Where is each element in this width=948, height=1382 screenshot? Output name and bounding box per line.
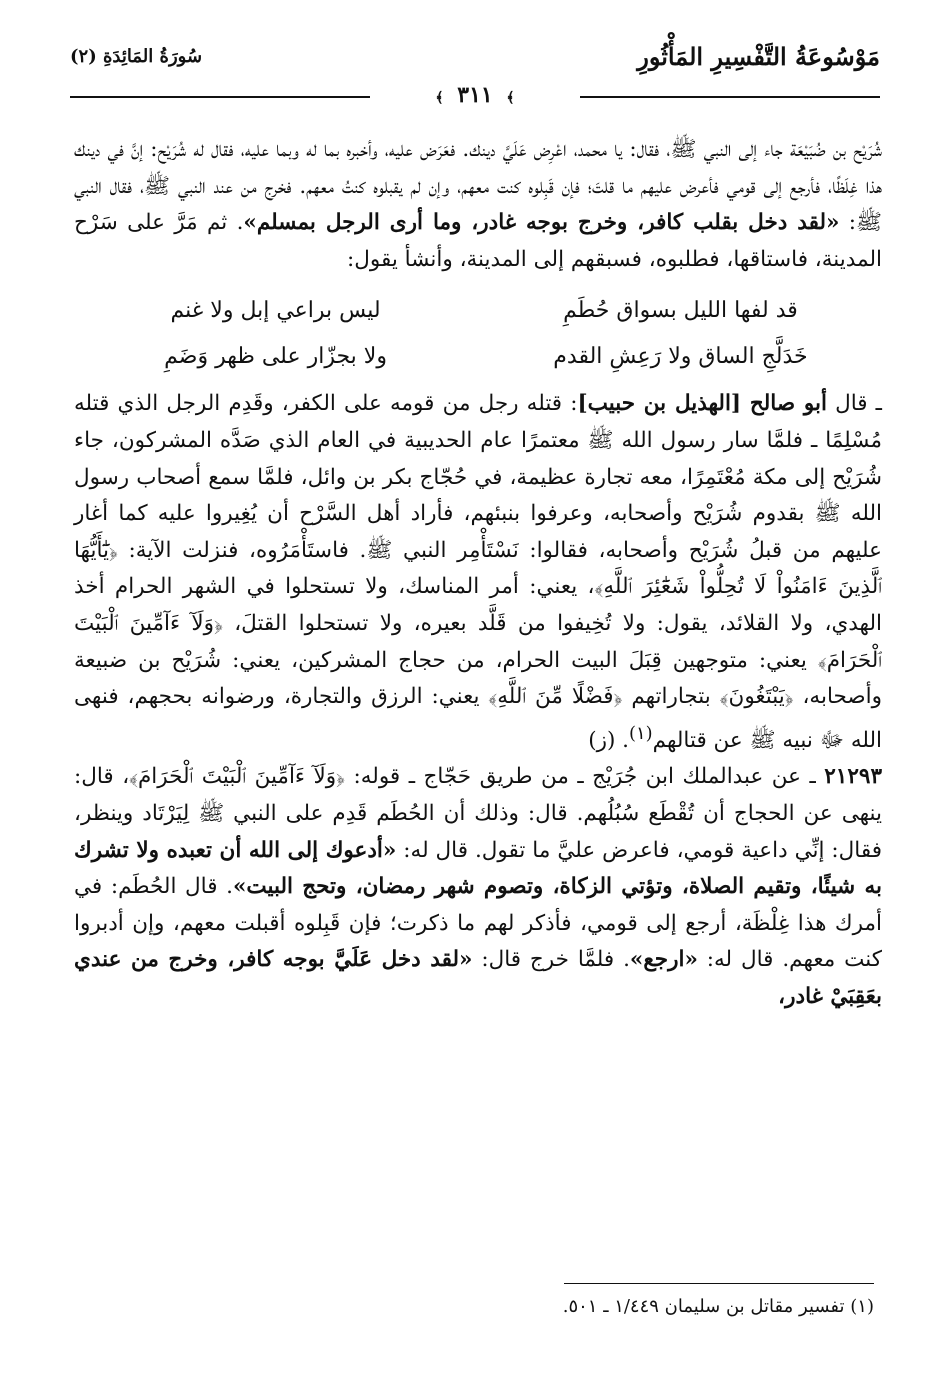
hadith-quote: «أدعوك إلى الله أن تعبده ولا تشرك به شيئًا، وتقيم الصلاة، وتؤتي الزكاة، وتصوم شهر رمضان، وتحج البيت» [74, 837, 882, 900]
hadith-quote: «لقد دخل بقلب كافر، وخرج بوجه غادر، وما أرى الرجل بمسلم» [243, 210, 840, 236]
text-run: . قال الحُطَم: في أمرك هذا غِلْظَة، أرجع إلى قومي، فأذكر لهم ما ذكرت؛ فإن قَبِلوه أقبلت معهم، وإن أدبروا كنت معهم. قال له: [74, 874, 882, 973]
poem-hemistich: ليس براعي إبل ولا غنم [170, 298, 381, 324]
text-run: ـ قال [826, 391, 882, 417]
paragraph [74, 132, 882, 278]
main-text [74, 132, 882, 1016]
poem-hemistich: ولا بجزّار على ظهر وَضَمِ [164, 344, 387, 370]
poem-verse [96, 288, 860, 334]
hadith-quote: «لقد دخل عَلَيَّ بوجه كافر، وخرج من عندي بعَقِبَيْ غادر، [74, 947, 882, 1010]
poem [96, 288, 860, 380]
book-title: مَوْسُوعَةُ التَّفْسِيرِ المَأْثُورِ [637, 42, 880, 71]
text-run: شُرَيْح بن ضُبَيْعَة جاء إلى النبي ﷺ، فقال: يا محمد، اعْرِض عَلَيَّ دينك. فعَرَض عليه، وأخبره بما له وبما عليه، فقال له شُرَيْح: إنَّ في دينك هذا غِلَظًا، فأرجع إلى قومي فأعرض عليهم ما قلتَ؛ فإن قَبِلوه كنت معهم، وإن لم يقبلوه كنتُ معهم. فخرج من عند النبي ﷺ، فقال النبي ﷺ: [74, 137, 883, 236]
footnote-ref[interactable]: (١) [629, 722, 653, 744]
page-number: ٣١١ [457, 82, 493, 108]
ornament-icon: ﴾ [435, 90, 444, 106]
footnote-divider [564, 1283, 874, 1284]
page-header [70, 40, 880, 108]
text-run: . (ز) [588, 727, 630, 753]
footnote: (١) تفسير مقاتل بن سليمان ١/٤٤٩ ـ ٥٠١. [562, 1296, 874, 1317]
text-run: ـ عن عبدالملك ابن جُرَيْج ـ من طريق حَجّاج ـ قوله: ﴿وَلَآ ءَآمِّينَ ٱلْبَيْتَ ٱلْحَرَامَ﴾، قال: ينهى عن الحجاج أن تُقْطَع سُبُلُهم. قال: وذلك أن الحُطَم قَدِم على النبي ﷺ لِيَرْتَاد وينظر، فقال: إنِّي داعية قومي، فاعرض عليَّ ما تقول. قال له: [74, 764, 882, 863]
text-run: . فلمَّا خرج قال: [472, 947, 630, 973]
surah-title: سُورَةُ المَائِدَةِ (٢) [70, 46, 203, 67]
text-run: : قتله رجل من قومه على الكفر، وقَدِم الرجل الذي قتله مُسْلِمًا ـ فلمَّا سار رسول الله ﷺ معتمرًا عام الحديبية في العام الذي صَدَّه المشركون، جاء شُرَيْح إلى مكة مُعْتَمِرًا، معه تجارة عظيمة، في حُجّاج بكر بن وائل، فلمَّا سمع أصحاب رسول الله ﷺ بقدوم شُرَيْح وأصحابه، وعرفوا بنبئهم، فأراد أهل السَّرْح أن يُغِيروا عليه كما أغار عليهم من قبلُ شُرَيْح وأصحابه، فقالوا: نَسْتَأْمِر النبي ﷺ. فاستَأْمَرُوه، فنزلت الآية: ﴿يَٰٓأَيُّهَا ٱلَّذِينَ ءَامَنُواْ لَا تُحِلُّواْ شَعَٰٓئِرَ ٱللَّهِ﴾، يعني: أمر المناسك، ولا تستحلوا في الشهر الحرام أخذ الهدي، ولا القلائد، يقول: ولا تُخِيفوا من قَلَّد بعيره، ولا تستحلوا القتلَ، ﴿وَلَآ ءَآمِّينَ ٱلْبَيْتَ ٱلْحَرَامَ﴾ يعني: متوجهين قِبَلَ البيت الحرام، من حجاج المشركين، يعني: شُرَيْح بن ضبيعة وأصحابه، ﴿يَبْتَغُونَ﴾ بتجاراتهم ﴿فَضْلًا مِّنَ ٱللَّهِ﴾ يعني: الرزق والتجارة، ورضوانه بحجهم، فنهى الله ﷻ نبيه ﷺ عن قتالهم [74, 391, 882, 753]
narrator-name: أبو صالح [الهذيل بن حبيب] [577, 391, 827, 417]
text-run: . ثم مَرَّ على سَرْح المدينة، فاستاقها، فطلبوه، فسبقهم إلى المدينة، وأنشأ يقول: [74, 210, 882, 272]
paragraph [74, 759, 882, 1015]
ornament-icon: ﴾ [506, 90, 515, 106]
poem-hemistich: قد لفها الليل بسواق حُطَمِ [563, 298, 798, 324]
poem-hemistich: خَدَلَّجِ الساق ولا رَعِشِ القدم [553, 344, 808, 370]
page-number-block [70, 82, 880, 108]
hadith-quote: «ارجع» [629, 947, 698, 973]
narration-number: ٢١٢٩٣ [824, 764, 882, 790]
poem-verse [96, 334, 860, 380]
paragraph [74, 386, 882, 759]
